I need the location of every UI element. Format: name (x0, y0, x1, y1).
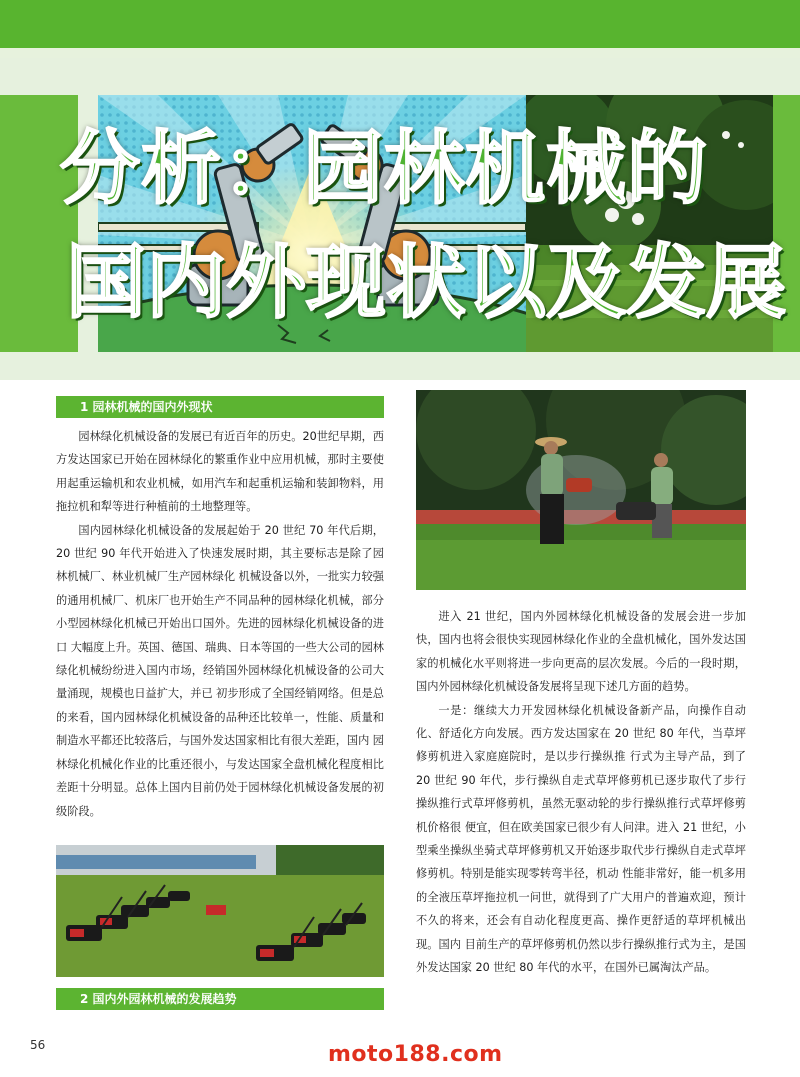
section2-heading-block (56, 988, 384, 1010)
section2-heading: 2 国内外园林机械的发展趋势 (56, 988, 384, 1010)
hero-title-line2: 国内外现状以及发展 (66, 236, 786, 329)
site-watermark: moto188.com (328, 1042, 503, 1067)
section1-paragraph-1: 园林绿化机械设备的发展已有近百年的历史。20世纪早期，西方发达国家已开始在园林绿化的繁重作业中应用机械，那时主要使用起重运输机和农业机械，如用汽车和起重机运输和装卸物料，用拖拉机和犁等进行种植前的土地整理等。 (56, 430, 384, 514)
section1-column (56, 396, 384, 823)
photo-lawn-mowers (56, 845, 384, 977)
section2-column (416, 605, 746, 980)
top-light-band (0, 48, 800, 58)
section1-heading: 1 园林机械的国内外现状 (56, 396, 384, 418)
hero-title-line1: 分析：园林机械的 (60, 122, 708, 215)
page-number: 56 (30, 1038, 46, 1052)
photo-workers-mowing (416, 390, 746, 590)
section1-paragraph-2: 国内园林绿化机械设备的发展起始于 20 世纪 70 年代后期，20 世纪 90 年代开始进入了快速发展时期，其主要标志是除了园林机械厂、林业机械厂生产园林绿化 机械设备以外，一批实力较强的通用机械厂、机床厂也开始生产不同品种的园林绿化机械，部分小型园林绿化机械已开始出口国外。先进的园林绿化机械设备的进口 大幅度上升。英国、德国、瑞典、日本等国的一些大公司的园林绿化机械纷纷进入国内市场，经销国外园林绿化机械设备的公司大量涌现，规模也日益扩大，并已 初步形成了全国经销网络。但是总的来看，国内园林绿化机械设备的品种还比较单一，性能、质量和制造水平都还比较落后，与国外发达国家相比有很大差距，国内 园林绿化机械化作业的比重还很小，与发达国家全盘机械化程度相比差距十分明显。总体上国内目前仍处于园林绿化机械设备发展的初级阶段。 (56, 523, 384, 818)
section2-paragraph-2: 一是：继续大力开发园林绿化机械设备新产品，向操作自动化、舒适化方向发展。西方发达国家在 20 世纪 80 年代，当草坪修剪机进入家庭庭院时，是以步行操纵推 行式为主导产品，到了 20 世纪 90 年代，步行操纵自走式草坪修剪机已逐步取代了步行操纵推行式草坪修剪机，虽然无驱动轮的步行操纵推行式草坪修剪机价格很 便宜，但在欧美国家已很少有人问津。进入 21 世纪，小型乘坐操纵坐骑式草坪修剪机又开始逐步取代步行操纵自走式草坪修剪机。特别是能实现零转弯半径，机动 性能非常好，能一机多用的全液压草坪拖拉机一问世，就得到了广大用户的普遍欢迎，预计不久的将来，还会有自动化程度更高、操作更舒适的草坪机械出现。国内 目前生产的草坪修剪机仍然以步行操纵推行式为主，是国外发达国家 20 世纪 80 年代的水平，在国外已属淘汰产品。 (416, 703, 746, 975)
top-color-band (0, 0, 800, 48)
section2-paragraph-1: 进入 21 世纪，国内外园林绿化机械设备的发展会进一步加快，国内也将会很快实现园林绿化作业的全盘机械化，国外发达国家的机械化水平则将进一步向更高的层次发展。今后的一段时期，国内外园林绿化机械设备发展将呈现下述几方面的趋势。 (416, 610, 746, 694)
